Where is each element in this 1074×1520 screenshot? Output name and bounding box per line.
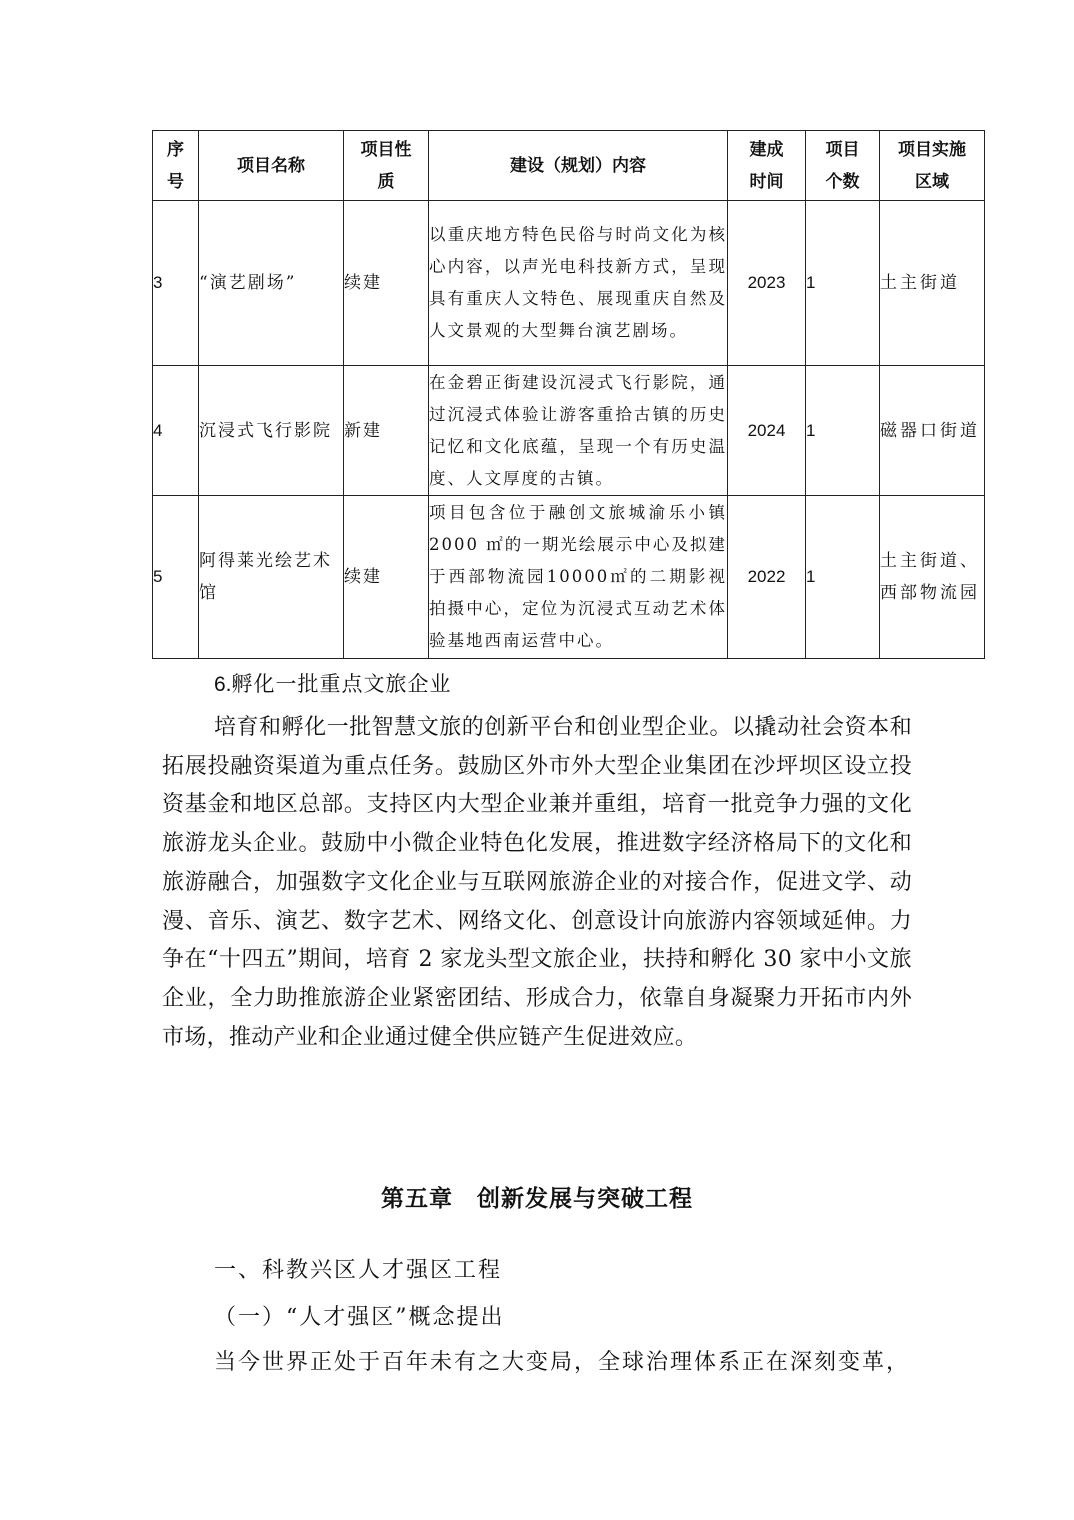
header-area: 项目实施 区域 bbox=[880, 131, 985, 201]
header-content: 建设（规划）内容 bbox=[429, 131, 728, 201]
header-nature: 项目性 质 bbox=[344, 131, 429, 201]
cell-nature: 续建 bbox=[344, 201, 429, 366]
cell-content: 在金碧正街建设沉浸式飞行影院，通过沉浸式体验让游客重拾古镇的历史记忆和文化底蕴，呈现一个有历史温度、人文厚度的古镇。 bbox=[429, 366, 728, 496]
cell-name: “演艺剧场” bbox=[199, 201, 344, 366]
table-row bbox=[153, 366, 985, 496]
section-title-one: 一、科教兴区人才强区工程 bbox=[214, 1258, 503, 1283]
project-table bbox=[152, 130, 985, 659]
cell-no: 3 bbox=[153, 201, 199, 366]
cell-content: 项目包含位于融创文旅城渝乐小镇 2000 ㎡的一期光绘展示中心及拟建于西部物流园10000㎡的二期影视拍摄中心，定位为沉浸式互动艺术体验基地西南运营中心。 bbox=[429, 496, 728, 659]
cell-time: 2022 bbox=[728, 496, 806, 659]
cell-time: 2024 bbox=[728, 366, 806, 496]
cell-name: 阿得莱光绘艺术馆 bbox=[199, 496, 344, 659]
table-row bbox=[153, 496, 985, 659]
cell-count: 1 bbox=[806, 496, 880, 659]
header-name: 项目名称 bbox=[199, 131, 344, 201]
section-heading bbox=[214, 668, 452, 698]
body-paragraph: 培育和孵化一批智慧文旅的创新平台和创业型企业。以撬动社会资本和拓展投融资渠道为重点任务。鼓励区外市外大型企业集团在沙坪坝区设立投资基金和地区总部。支持区内大型企业兼并重组，培育一批竞争力强的文化旅游龙头企业。鼓励中小微企业特色化发展，推进数字经济格局下的文化和旅游融合，加强数字文化企业与互联网旅游企业的对接合作，促进文学、动漫、音乐、演艺、数字艺术、网络文化、创意设计向旅游内容领域延伸。力争在“十四五”期间，培育 2 家龙头型文旅企业，扶持和孵化 30 家中小文旅企业，全力助推旅游企业紧密团结、形成合力，依靠自身凝聚力开拓市内外市场，推动产业和企业通过健全供应链产生促进效应。 bbox=[162, 715, 912, 1050]
cell-name: 沉浸式飞行影院 bbox=[199, 366, 344, 496]
cell-time: 2023 bbox=[728, 201, 806, 366]
cell-nature: 续建 bbox=[344, 496, 429, 659]
section-number: 6. bbox=[214, 673, 232, 696]
header-no: 序 号 bbox=[153, 131, 199, 201]
cell-area: 土主街道 bbox=[880, 201, 985, 366]
cell-content: 以重庆地方特色民俗与时尚文化为核心内容，以声光电科技新方式，呈现具有重庆人文特色、展现重庆自然及人文景观的大型舞台演艺剧场。 bbox=[429, 201, 728, 366]
subsection-title: （一）“人才强区”概念提出 bbox=[214, 1305, 505, 1330]
cell-nature: 新建 bbox=[344, 366, 429, 496]
cell-count: 1 bbox=[806, 366, 880, 496]
section-title: 孵化一批重点文旅企业 bbox=[231, 672, 452, 696]
cell-no: 5 bbox=[153, 496, 199, 659]
header-count: 项目 个数 bbox=[806, 131, 880, 201]
cell-count: 1 bbox=[806, 201, 880, 366]
cell-area: 土主街道、西部物流园 bbox=[880, 496, 985, 659]
body-paragraph-start: 当今世界正处于百年未有之大变局，全球治理体系正在深刻变革， bbox=[214, 1350, 911, 1375]
cell-no: 4 bbox=[153, 366, 199, 496]
chapter-title: 第五章 创新发展与突破工程 bbox=[381, 1186, 693, 1212]
table-header-row bbox=[153, 131, 985, 201]
table-row bbox=[153, 201, 985, 366]
header-time: 建成 时间 bbox=[728, 131, 806, 201]
cell-area: 磁器口街道 bbox=[880, 366, 985, 496]
